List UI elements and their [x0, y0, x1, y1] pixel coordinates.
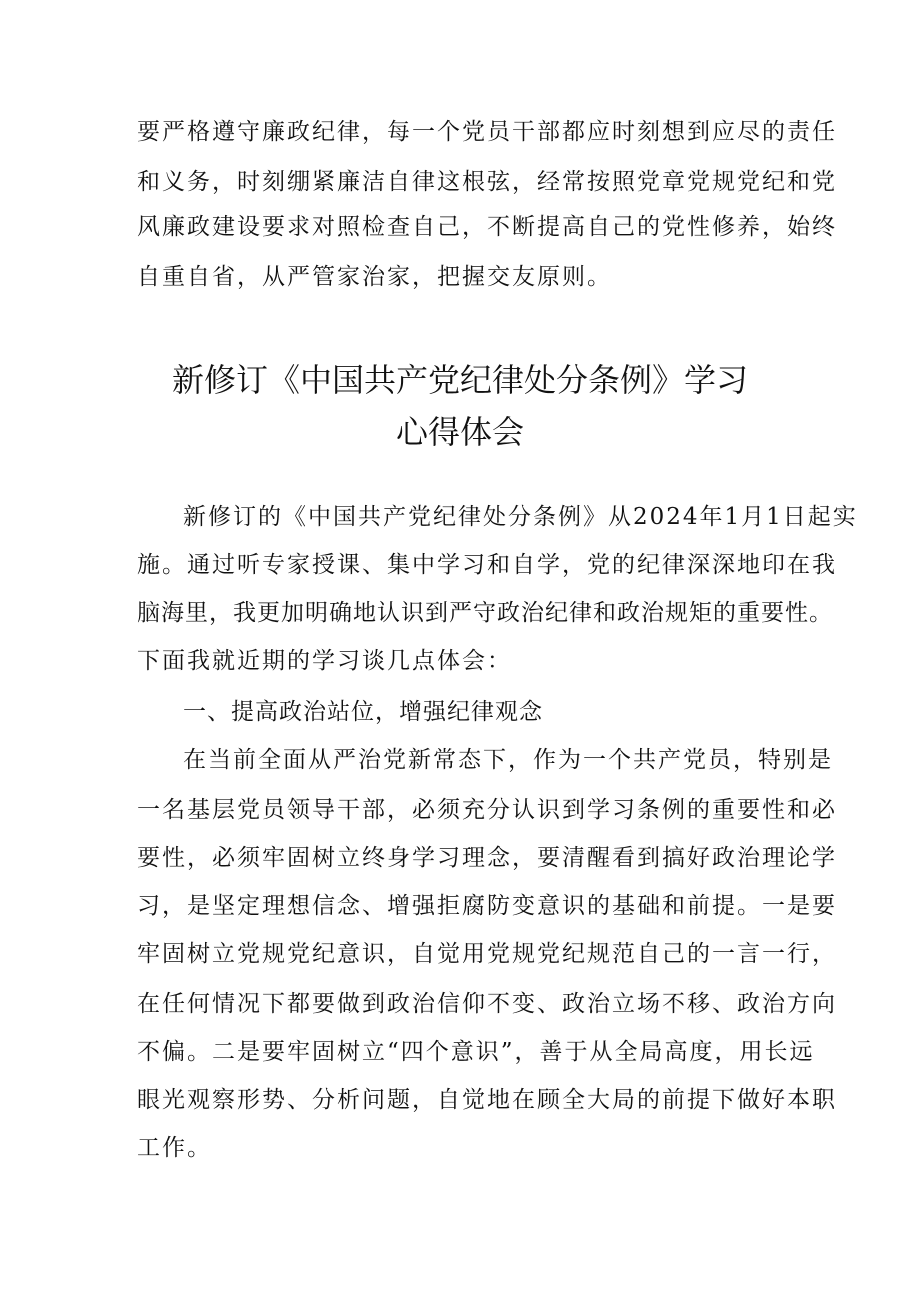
paragraph-line: 新修订的《中国共产党纪律处分条例》从2024年1月1日起实 [183, 504, 858, 530]
paragraph-line: 要严格遵守廉政纪律，每一个党员干部都应时刻想到应尽的责任 [137, 119, 837, 145]
paragraph-line: 要性，必须牢固树立终身学习理念，要清醒看到搞好政治理论学 [137, 845, 837, 871]
paragraph-line: 在当前全面从严治党新常态下，作为一个共产党员，特别是 [183, 747, 833, 773]
paragraph-line: 自重自省，从严管家治家，把握交友原则。 [137, 264, 612, 290]
title-line-2: 心得体会 [395, 413, 524, 451]
paragraph-line: 下面我就近期的学习谈几点体会： [137, 648, 512, 674]
paragraph-line: 在任何情况下都要做到政治信仰不变、政治立场不移、政治方向 [137, 991, 837, 1017]
paragraph-line: 一名基层党员领导干部，必须充分认识到学习条例的重要性和必 [137, 797, 837, 823]
paragraph-line: 风廉政建设要求对照检查自己，不断提高自己的党性修养，始终 [137, 214, 837, 240]
paragraph-line: 施。通过听专家授课、集中学习和自学，党的纪律深深地印在我 [137, 552, 837, 578]
paragraph-line: 牢固树立党规党纪意识，自觉用党规党纪规范自己的一言一行， [137, 941, 837, 967]
paragraph-line: 工作。 [137, 1135, 212, 1161]
paragraph-line: 脑海里，我更加明确地认识到严守政治纪律和政治规矩的重要性。 [137, 600, 833, 626]
paragraph-line: 不偏。二是要牢固树立“四个意识”，善于从全局高度，用长远 [137, 1039, 815, 1065]
section-heading: 一、提高政治站位，增强纪律观念 [183, 699, 543, 725]
paragraph-line: 和义务，时刻绷紧廉洁自律这根弦，经常按照党章党规党纪和党 [137, 169, 837, 195]
paragraph-line: 习，是坚定理想信念、增强拒腐防变意识的基础和前提。一是要 [137, 893, 837, 919]
title-line-1: 新修订《中国共产党纪律处分条例》学习 [171, 361, 748, 399]
paragraph-line: 眼光观察形势、分析问题，自觉地在顾全大局的前提下做好本职 [137, 1087, 837, 1113]
